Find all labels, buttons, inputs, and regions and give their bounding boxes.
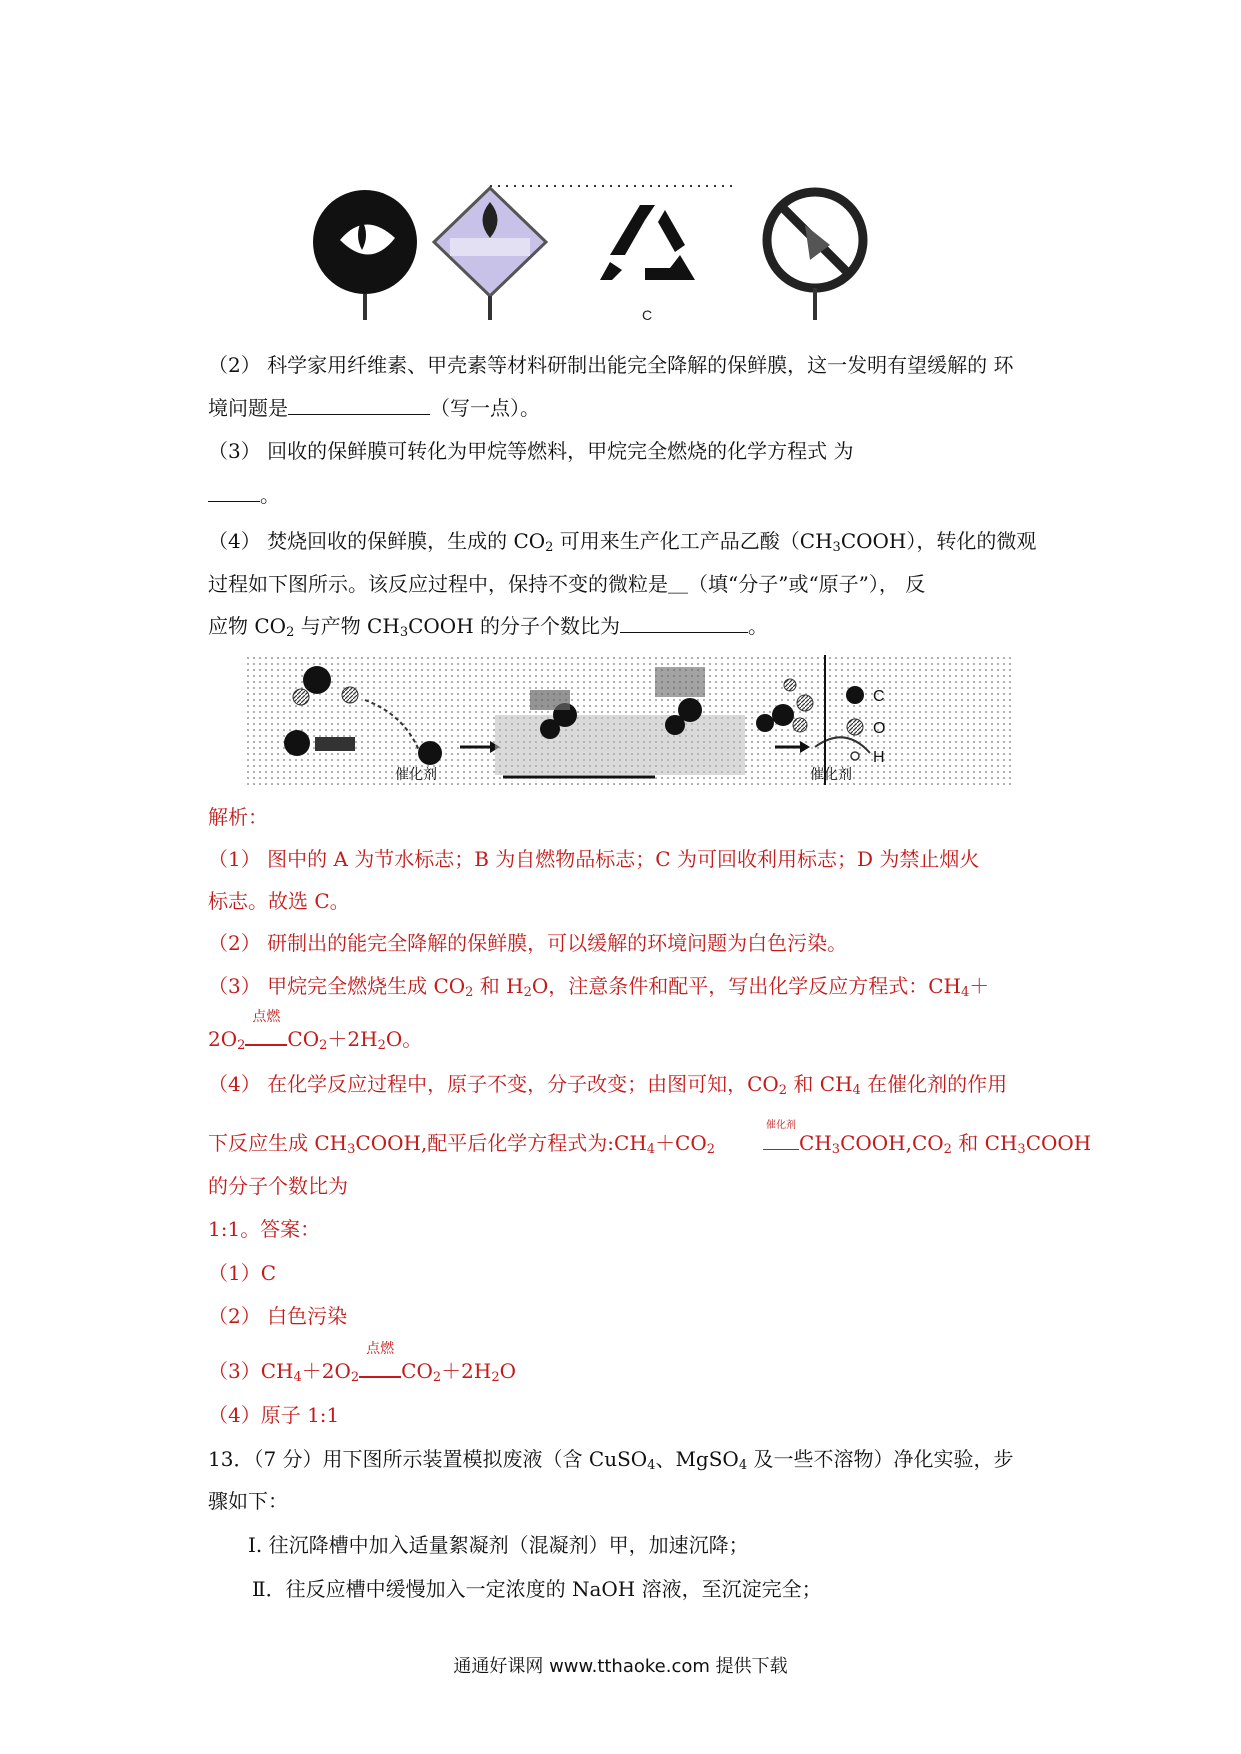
safety-signs-figure [300, 180, 980, 340]
analysis-4-line1: （4） 在化学反应过程中，原子不变，分子改变；由图可知，$CO_2$ 和 $CH_4$ 在催化剂的作用 [208, 1072, 1008, 1098]
answer-blank[interactable] [288, 396, 430, 415]
q3-line1: （3） 回收的保鲜膜可转化为甲烷等燃料，甲烷完全燃烧的化学方程式 为 [208, 439, 854, 463]
water-saving-sign [313, 190, 417, 320]
self-igniting-sign [434, 188, 546, 320]
catalyst-label-1: 催化剂 [395, 766, 437, 782]
q13-step1: I. 往沉降槽中加入适量絮凝剂（混凝剂）甲，加速沉降； [248, 1533, 749, 1557]
analysis-3-line1: （3） 甲烷完全燃烧生成 $CO_2$ 和 $H_2O$，注意条件和配平，写出化学反应方程式：$CH_4+$ [208, 974, 990, 1000]
answer-4: （4）原子 1:1 [208, 1403, 340, 1427]
analysis-title: 解析： [208, 805, 268, 829]
q2-line1: （2） 科学家用纤维素、甲壳素等材料研制出能完全降解的保鲜膜，这一发明有望缓解的 环 [208, 353, 1014, 377]
q13-line2: 骤如下： [208, 1489, 288, 1513]
answer-blank[interactable] [620, 614, 748, 633]
legend-h: H [873, 749, 885, 766]
recycle-sign [600, 205, 695, 323]
q2-line2: 境问题是 （写一点）。 [208, 396, 540, 420]
analysis-4-line2: 下反应生成 $CH_3COOH$,配平后化学方程式为$:CH_4+CO_2$ 催化剂 $CH_3COOH,CO_2$ 和 $CH_3COOH$ [208, 1120, 1092, 1157]
analysis-4-line4: 1:1。答案： [208, 1217, 321, 1241]
q13-step2: Ⅱ．往反应槽中缓慢加入一定浓度的 NaOH 溶液，至沉淀完全； [252, 1577, 822, 1601]
q4-line1: （4） 焚烧回收的保鲜膜，生成的 $CO_2$ 可用来生产化工产品乙酸$(CH_3COOH)$，转化的微观 [208, 529, 1037, 555]
q4-line3: 应物 $CO_2$ 与产物 $CH_3COOH$ 的分子个数比为 。 [208, 614, 768, 640]
answer-1: （1）C [208, 1261, 277, 1285]
q4-line2: 过程如下图所示。该反应过程中，保持不变的微粒是＿（填“分子”或“原子”）， 反 [208, 572, 926, 596]
sign-c-label: C [641, 307, 653, 323]
analysis-3-line2: $2O_2$ 点燃 $CO_2+2H_2O$。 [208, 1009, 423, 1053]
analysis-1-line2: 标志。故选 C。 [208, 889, 350, 913]
q3-line2: 。 [208, 482, 280, 508]
micro-reaction-figure [245, 655, 1015, 790]
analysis-4-line3: 的分子个数比为 [208, 1174, 348, 1198]
answer-3: $(3)CH_4+2O_2$ 点燃 $CO_2+2H_2O$ [208, 1341, 516, 1385]
page-footer: 通通好课网 www.tthaoke.com 提供下载 [453, 1656, 788, 1677]
analysis-1-line1: （1） 图中的 A 为节水标志；B 为自燃物品标志；C 为可回收利用标志；D 为禁止烟火 [208, 847, 980, 871]
q13-line1: 13．（7 分）用下图所示装置模拟废液（含 CuSO$_4$、MgSO$_4$ 及一些不溶物）净化实验，步 [208, 1447, 1014, 1473]
legend-c: C [873, 688, 885, 705]
answer-2: （2） 白色污染 [208, 1304, 348, 1328]
answer-blank[interactable] [208, 483, 260, 502]
legend-o: O [873, 720, 886, 737]
no-fire-sign [767, 192, 863, 320]
catalyst-label-2: 催化剂 [810, 766, 852, 782]
analysis-2: （2） 研制出的能完全降解的保鲜膜，可以缓解的环境问题为白色污染。 [208, 931, 848, 955]
